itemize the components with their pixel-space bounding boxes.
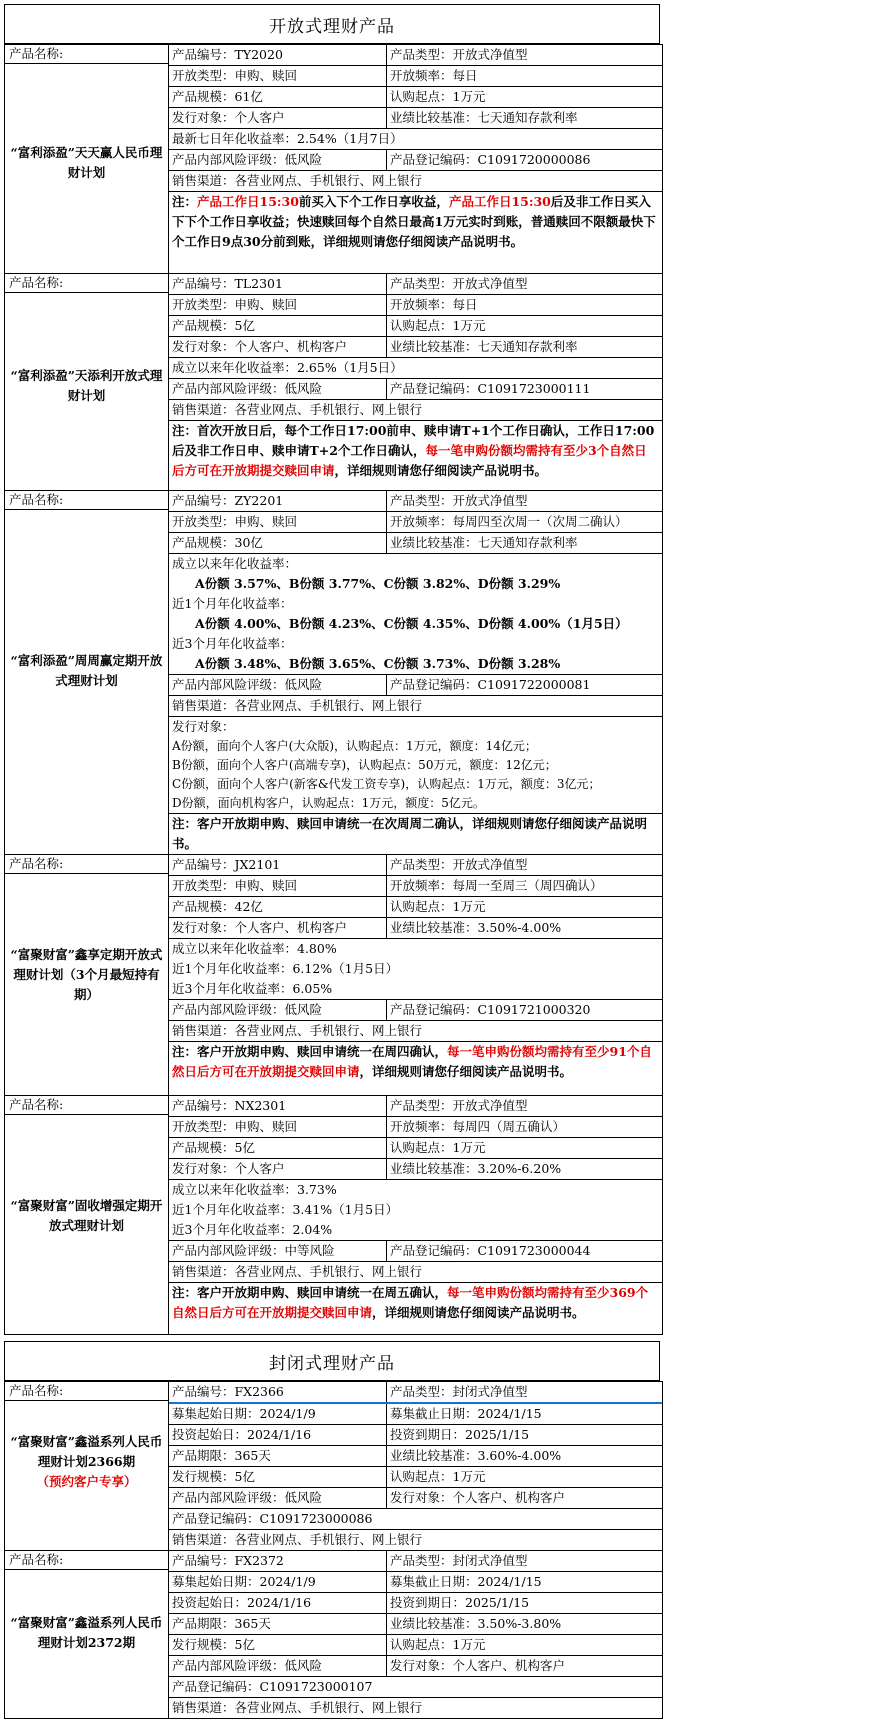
detail-row: 投资起始日：2024/1/16 投资到期日：2025/1/15 <box>169 1592 662 1613</box>
detail-row: 募集起始日期：2024/1/9 募集截止日期：2024/1/15 <box>169 1404 662 1424</box>
yield-label: 成立以来年化收益率： <box>169 553 662 574</box>
table-row <box>5 274 663 491</box>
detail-row: 投资起始日：2024/1/16 投资到期日：2025/1/15 <box>169 1424 662 1445</box>
product-name-text: “富聚财富”鑫溢系列人民币理财计划2366期 <box>10 1434 163 1469</box>
detail-row: 产品期限：365天 业绩比较基准：3.50%-3.80% <box>169 1613 662 1634</box>
yield-row: 最新七日年化收益率：2.54%（1月7日） <box>169 128 662 149</box>
yield-label: 近1个月年化收益率： <box>172 596 293 611</box>
note-text: 前买入下个工作日享收益， <box>298 194 449 209</box>
note-highlight: 每一笔申购份额均需持有至少3个自然日后方可在开放期提交赎回申请 <box>172 443 647 478</box>
product-detail-cell <box>169 855 663 1096</box>
detail-row: 产品规模：42亿 认购起点：1万元 <box>169 896 662 917</box>
note-text: ，详细规则请您仔细阅读产品说明书。 <box>334 463 548 478</box>
detail-row: 产品规模：61亿 认购起点：1万元 <box>169 86 662 107</box>
table-row <box>5 855 663 1096</box>
product-name: “富聚财富”鑫享定期开放式理财计划（3个月最短持有期） <box>10 947 163 1002</box>
issue-line: D份额，面向机构客户，认购起点：1万元，额度：5亿元。 <box>172 796 485 810</box>
detail-row: 产品编号：JX2101 产品类型：开放式净值型 <box>169 855 662 875</box>
product-note <box>169 813 662 854</box>
channel-row: 销售渠道：各营业网点、手机银行、网上银行 <box>169 1261 662 1282</box>
risk-row: 产品内部风险评级：中等风险 产品登记编码：C1091723000044 <box>169 1240 662 1261</box>
note-text: 注：首次开放日后，每个工作日17:00前申、赎申请T+1个工作日确认，工作日17:00后及非工作日申、赎申请T+2个工作日确认， <box>172 423 655 458</box>
yield-row: 近1个月年化收益率：3.41%（1月5日） <box>172 1202 399 1217</box>
detail-row: 产品编号：ZY2201 产品类型：开放式净值型 <box>169 491 662 511</box>
name-label: 产品名称: <box>5 1551 168 1570</box>
yield-row: 近1个月年化收益率：6.12%（1月5日） <box>172 961 399 976</box>
reg-row: 产品登记编码：C1091723000107 <box>169 1676 662 1697</box>
note-highlight: 产品工作日15:30 <box>197 194 299 209</box>
detail-row: 产品规模：5亿 认购起点：1万元 <box>169 315 662 336</box>
name-label: 产品名称: <box>5 1382 168 1401</box>
detail-row: 发行规模：5亿 认购起点：1万元 <box>169 1634 662 1655</box>
channel-row: 销售渠道：各营业网点、手机银行、网上银行 <box>169 695 662 716</box>
closed-section-title: 封闭式理财产品 <box>4 1341 660 1381</box>
detail-row: 产品内部风险评级：低风险 发行对象：个人客户、机构客户 <box>169 1655 662 1676</box>
detail-row: 产品编号：FX2366 产品类型：封闭式净值型 <box>169 1382 662 1402</box>
note-text: 注：客户开放期申购、赎回申请统一在次周周二确认，详细规则请您仔细阅读产品说明书。 <box>172 816 648 851</box>
open-products-table <box>4 44 663 1335</box>
issue-label: 发行对象： <box>169 716 662 737</box>
detail-row: 产品编号：FX2372 产品类型：封闭式净值型 <box>169 1551 662 1571</box>
name-label: 产品名称: <box>5 45 168 64</box>
product-name: “富利添盈”天添利开放式理财计划 <box>10 368 163 403</box>
risk-row: 产品内部风险评级：低风险 产品登记编码：C1091721000320 <box>169 999 662 1020</box>
note-text: 后及非工作日买入下下个工作日享收益；快速赎回每个自然日最高1万元实时到账，普通赎回不限额最快下个工作日9点30分前到账，详细规则请您仔细阅读产品说明书。 <box>172 194 656 249</box>
note-highlight: 产品工作日15:30 <box>448 194 551 209</box>
detail-row: 发行规模：5亿 认购起点：1万元 <box>169 1466 662 1487</box>
detail-row: 产品期限：365天 业绩比较基准：3.60%-4.00% <box>169 1445 662 1466</box>
table-row <box>5 45 663 274</box>
channel-row: 销售渠道：各营业网点、手机银行、网上银行 <box>169 1020 662 1041</box>
note-text: 注：客户开放期申购、赎回申请统一在周四确认， <box>172 1044 448 1059</box>
name-label: 产品名称: <box>5 1096 168 1115</box>
detail-row: 产品编号：TL2301 产品类型：开放式净值型 <box>169 274 662 294</box>
product-note <box>169 1282 662 1323</box>
issue-line: A份额，面向个人客户(大众版)，认购起点：1万元，额度：14亿元； <box>172 739 537 753</box>
channel-row: 销售渠道：各营业网点、手机银行、网上银行 <box>169 1529 662 1550</box>
detail-row: 产品内部风险评级：低风险 发行对象：个人客户、机构客户 <box>169 1487 662 1508</box>
product-note <box>169 191 662 252</box>
channel-row: 销售渠道：各营业网点、手机银行、网上银行 <box>169 399 662 420</box>
product-name <box>5 1432 168 1492</box>
detail-row: 产品规模：5亿 认购起点：1万元 <box>169 1137 662 1158</box>
product-name-tag: （预约客户专享） <box>36 1474 137 1489</box>
yield-row: 成立以来年化收益率：4.80% <box>169 938 662 959</box>
product-detail-cell <box>169 491 663 855</box>
detail-row: 开放类型：申购、赎回 开放频率：每周四至次周一（次周二确认） <box>169 511 662 532</box>
product-detail-cell <box>169 45 663 274</box>
product-detail-cell <box>169 1096 663 1335</box>
product-detail-cell <box>169 1551 663 1719</box>
table-row <box>5 491 663 855</box>
channel-row: 销售渠道：各营业网点、手机银行、网上银行 <box>169 170 662 191</box>
detail-row: 产品规模：30亿 业绩比较基准：七天通知存款利率 <box>169 532 662 553</box>
channel-row: 销售渠道：各营业网点、手机银行、网上银行 <box>169 1697 662 1718</box>
closed-products-table <box>4 1381 663 1719</box>
issue-line: B份额，面向个人客户(高端专享)，认购起点：50万元，额度：12亿元； <box>172 758 557 772</box>
detail-row: 发行对象：个人客户、机构客户 业绩比较基准：3.50%-4.00% <box>169 917 662 938</box>
product-name-cell <box>5 855 169 1096</box>
yield-row: 成立以来年化收益率：3.73% <box>169 1179 662 1200</box>
note-text: 注： <box>172 194 198 209</box>
table-row <box>5 1551 663 1719</box>
table-row <box>5 1382 663 1551</box>
product-name: “富利添盈”周周赢定期开放式理财计划 <box>10 653 163 688</box>
detail-row: 开放类型：申购、赎回 开放频率：每日 <box>169 294 662 315</box>
detail-row: 发行对象：个人客户 业绩比较基准：3.20%-6.20% <box>169 1158 662 1179</box>
product-detail-cell <box>169 274 663 491</box>
product-note <box>169 420 662 481</box>
note-text: ，详细规则请您仔细阅读产品说明书。 <box>372 1305 585 1320</box>
yield-row: 近3个月年化收益率：2.04% <box>172 1222 333 1237</box>
detail-row: 产品编号：NX2301 产品类型：开放式净值型 <box>169 1096 662 1116</box>
yield-row: 成立以来年化收益率：2.65%（1月5日） <box>169 357 662 378</box>
reg-row: 产品登记编码：C1091723000086 <box>169 1508 662 1529</box>
name-label: 产品名称: <box>5 274 168 293</box>
risk-row: 产品内部风险评级：低风险 产品登记编码：C1091723000111 <box>169 378 662 399</box>
product-sheet <box>4 4 660 1719</box>
detail-row: 发行对象：个人客户 业绩比较基准：七天通知存款利率 <box>169 107 662 128</box>
yield-values: A份额 3.48%、B份额 3.65%、C份额 3.73%、D份额 3.28% <box>195 656 561 671</box>
risk-row: 产品内部风险评级：低风险 产品登记编码：C1091722000081 <box>169 674 662 695</box>
name-label: 产品名称: <box>5 855 168 874</box>
yield-row: 近3个月年化收益率：6.05% <box>172 981 333 996</box>
detail-row: 产品编号：TY2020 产品类型：开放式净值型 <box>169 45 662 65</box>
yield-values: A份额 4.00%、B份额 4.23%、C份额 4.35%、D份额 4.00%（1月5日） <box>195 616 628 631</box>
open-section-title: 开放式理财产品 <box>4 4 660 44</box>
detail-row: 发行对象：个人客户、机构客户 业绩比较基准：七天通知存款利率 <box>169 336 662 357</box>
product-name-cell <box>5 1551 169 1719</box>
product-detail-cell <box>169 1382 663 1551</box>
product-note <box>169 1041 662 1082</box>
yield-label: 近3个月年化收益率： <box>172 636 293 651</box>
product-name-cell <box>5 491 169 855</box>
risk-row: 产品内部风险评级：低风险 产品登记编码：C1091720000086 <box>169 149 662 170</box>
note-highlight: 每一笔申购份额均需持有至少369个自然日后方可在开放期提交赎回申请 <box>172 1285 649 1320</box>
detail-row: 开放类型：申购、赎回 开放频率：每日 <box>169 65 662 86</box>
note-highlight: 每一笔申购份额均需持有至少91个自然日后方可在开放期提交赎回申请 <box>172 1044 652 1079</box>
product-name: “富利添盈”天天赢人民币理财计划 <box>10 145 163 180</box>
name-label: 产品名称: <box>5 491 168 510</box>
note-text: 注：客户开放期申购、赎回申请统一在周五确认， <box>172 1285 448 1300</box>
product-name-cell <box>5 1382 169 1551</box>
detail-row: 募集起始日期：2024/1/9 募集截止日期：2024/1/15 <box>169 1571 662 1592</box>
note-text: ，详细规则请您仔细阅读产品说明书。 <box>359 1064 573 1079</box>
detail-row: 开放类型：申购、赎回 开放频率：每周四（周五确认） <box>169 1116 662 1137</box>
product-name-cell <box>5 274 169 491</box>
yield-values: A份额 3.57%、B份额 3.77%、C份额 3.82%、D份额 3.29% <box>195 576 561 591</box>
product-name-cell <box>5 1096 169 1335</box>
product-name: “富聚财富”固收增强定期开放式理财计划 <box>10 1198 163 1233</box>
table-row <box>5 1096 663 1335</box>
product-name: “富聚财富”鑫溢系列人民币理财计划2372期 <box>10 1615 163 1650</box>
product-name-cell <box>5 45 169 274</box>
detail-row: 开放类型：申购、赎回 开放频率：每周一至周三（周四确认） <box>169 875 662 896</box>
issue-line: C份额，面向个人客户(新客&代发工资专享)，认购起点：1万元，额度：3亿元； <box>172 777 601 791</box>
